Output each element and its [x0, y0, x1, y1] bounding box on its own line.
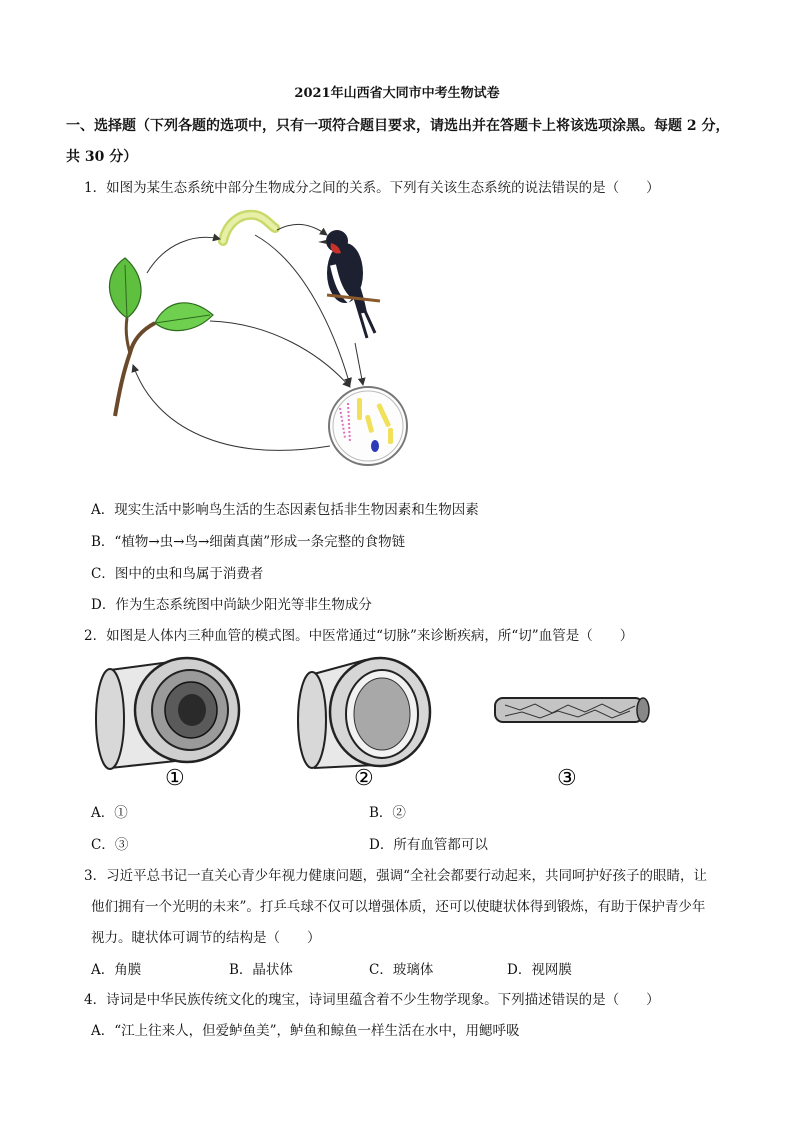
- q1-option-b: B．“植物→虫→鸟→细菌真菌”形成一条完整的食物链: [91, 534, 406, 550]
- q3-option-a: A．角膜: [91, 962, 142, 978]
- question-4-stem: 4．诗词是中华民族传统文化的瑰宝，诗词里蕴含着不少生物学现象。下列描述错误的是（ ）: [84, 992, 660, 1008]
- page-title: 2021年山西省大同市中考生物试卷: [294, 86, 500, 101]
- blood-vessel-figure: [90, 650, 660, 795]
- figure-label-1: ①: [165, 766, 185, 791]
- figure-label-3: ③: [557, 766, 577, 791]
- q3-option-c: C．玻璃体: [369, 962, 434, 978]
- question-1-stem: 1．如图为某生态系统中部分生物成分之间的关系。下列有关该生态系统的说法错误的是（ ）: [84, 180, 660, 196]
- figure-label-2: ②: [354, 766, 374, 791]
- question-2-stem: 2．如图是人体内三种血管的模式图。中医常通过“切脉”来诊断疾病，所“切”血管是（ ）: [84, 628, 634, 644]
- bacteria-fungi-circle: [329, 387, 407, 465]
- q3-option-d: D．视网膜: [507, 962, 572, 978]
- artery-icon: [96, 658, 239, 769]
- swallow-bird-icon: [318, 230, 380, 338]
- q2-option-b: B．②: [369, 805, 406, 821]
- q4-option-a: A．“江上往来人，但爱鲈鱼美”，鲈鱼和鲸鱼一样生活在水中，用鳃呼吸: [91, 1023, 520, 1039]
- ecosystem-figure: [105, 203, 415, 473]
- vein-icon: [298, 658, 430, 768]
- question-3-line1: 3．习近平总书记一直关心青少年视力健康问题，强调“全社会都要行动起来，共同呵护好孩子的眼睛，让: [84, 868, 707, 884]
- leaf-icon: [155, 303, 213, 331]
- section-header-line2: 共 30 分）: [66, 149, 138, 165]
- q3-option-b: B．晶状体: [229, 962, 293, 978]
- q2-option-a: A．①: [91, 805, 128, 821]
- caterpillar-icon: [223, 215, 275, 241]
- section-header-line1: 一、选择题（下列各题的选项中，只有一项符合题目要求，请选出并在答题卡上将该选项涂黑。每题 2 分，: [66, 118, 730, 134]
- q2-option-d: D．所有血管都可以: [369, 837, 488, 853]
- q1-option-d: D．作为生态系统图中尚缺少阳光等非生物成分: [91, 597, 372, 613]
- question-3-line3: 视力。睫状体可调节的结构是（ ）: [91, 930, 321, 946]
- capillary-icon: [495, 698, 649, 722]
- q1-option-c: C．图中的虫和鸟属于消费者: [91, 566, 264, 582]
- question-3-line2: 他们拥有一个光明的未来”。打乒乓球不仅可以增强体质，还可以使睫状体得到锻炼，有助于保护青少年: [91, 899, 706, 915]
- q2-option-c: C．③: [91, 837, 129, 853]
- q1-option-a: A．现实生活中影响鸟生活的生态因素包括非生物因素和生物因素: [91, 502, 479, 518]
